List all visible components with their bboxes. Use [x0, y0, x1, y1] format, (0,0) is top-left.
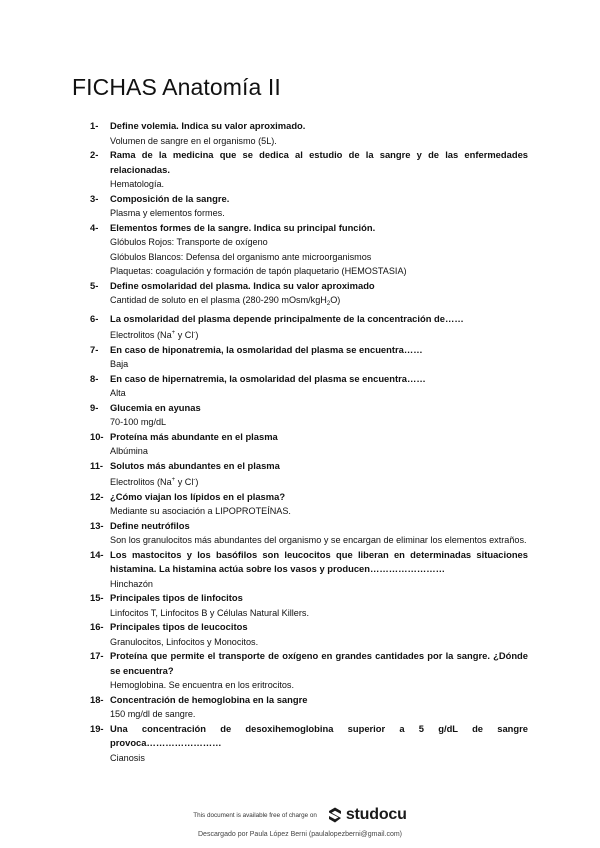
answer-text: Albúmina — [110, 446, 148, 456]
question-number: 11- — [90, 459, 104, 471]
question-text: La osmolaridad del plasma depende principalmente de la concentración de…… — [110, 312, 464, 324]
question-text: Rama de la medicina que se dedica al estudio de la sangre y de las enfermedades relacionadas. — [110, 149, 528, 175]
question-number: 4- — [90, 221, 99, 233]
question-number: 12- — [90, 490, 104, 502]
answer-text: Hemoglobina. Se encuentra en los eritrocitos. — [110, 680, 294, 690]
answer-text: Glóbulos Rojos: Transporte de oxígeno — [110, 237, 268, 247]
question-item — [90, 221, 528, 279]
question-item — [90, 693, 528, 722]
studocu-logo-icon — [327, 806, 343, 824]
question-number: 9- — [90, 401, 99, 413]
question-item — [90, 649, 528, 693]
answer-text: Plaquetas: coagulación y formación de tapón plaquetario (HEMOSTASIA) — [110, 266, 407, 276]
question-text: Una concentración de desoxihemoglobina superior a 5 g/dL de sangre provoca…………………… — [110, 722, 528, 748]
question-item — [90, 722, 528, 766]
question-text: Solutos más abundantes en el plasma — [110, 459, 280, 471]
question-item — [90, 343, 528, 372]
question-item — [90, 192, 528, 221]
question-text: En caso de hiponatremia, la osmolaridad del plasma se encuentra…… — [110, 343, 423, 355]
subscript: 2 — [326, 301, 331, 307]
question-number: 14- — [90, 548, 104, 560]
superscript: - — [193, 330, 196, 336]
question-number: 1- — [90, 120, 99, 131]
question-item — [90, 620, 528, 649]
question-item — [90, 459, 528, 490]
answer-text: Hinchazón — [110, 578, 153, 589]
answer-text: Volumen de sangre en el organismo (5L). — [110, 135, 277, 146]
question-number: 13- — [90, 519, 104, 531]
question-text: Proteína que permite el transporte de oxígeno en grandes cantidades por la sangre. ¿Dónde se encuentra? — [110, 650, 528, 676]
answer-text: Glóbulos Blancos: Defensa del organismo ante microorganismos — [110, 251, 372, 262]
question-number: 16- — [90, 621, 104, 632]
answer-part: Electrolitos (Na — [110, 477, 172, 487]
answer-part: Cantidad de soluto en el plasma (280-290 mOsm/kgH — [110, 295, 327, 305]
question-number: 8- — [90, 372, 99, 384]
question-number: 2- — [90, 149, 99, 160]
question-item — [90, 490, 528, 519]
question-number: 6- — [90, 312, 99, 324]
answer-part: ) — [195, 330, 199, 340]
question-number: 15- — [90, 592, 104, 603]
question-text: Elementos formes de la sangre. Indica su principal función. — [110, 221, 376, 233]
answer-text — [110, 326, 528, 343]
question-number: 7- — [90, 343, 99, 355]
question-text: Principales tipos de leucocitos — [110, 621, 248, 632]
studocu-logo-text: studocu — [345, 806, 407, 823]
question-number: 5- — [90, 279, 99, 291]
answer-text: Son los granulocitos más abundantes del organismo y se encargan de eliminar los elementos extraños. — [110, 535, 527, 545]
superscript: + — [171, 330, 176, 336]
question-item — [90, 119, 528, 148]
answer-text: Cianosis — [110, 752, 145, 763]
question-item — [90, 279, 528, 312]
question-text: Principales tipos de linfocitos — [110, 592, 243, 603]
question-text: Define volemia. Indica su valor aproximado. — [110, 120, 306, 131]
answer-text: Alta — [110, 388, 126, 398]
question-item — [90, 372, 528, 401]
question-text: Concentración de hemoglobina en la sangre — [110, 693, 308, 705]
answer-text: Mediante su asociación a LIPOPROTEÍNAS. — [110, 506, 291, 516]
answer-part: y Cl — [175, 330, 194, 340]
question-item — [90, 548, 528, 592]
superscript: - — [193, 477, 196, 483]
question-text: Define neutrófilos — [110, 519, 190, 531]
page-title: FICHAS Anatomía II — [72, 74, 281, 100]
question-number: 3- — [90, 192, 99, 204]
answer-text: 150 mg/dl de sangre. — [110, 709, 196, 719]
answer-text — [110, 293, 528, 312]
answer-text: Hematología. — [110, 179, 165, 189]
question-text: Composición de la sangre. — [110, 192, 230, 204]
answer-text: Granulocitos, Linfocitos y Monocitos. — [110, 636, 259, 647]
answer-text: Linfocitos T, Linfocitos B y Células Natural Killers. — [110, 607, 309, 618]
question-text: Los mastocitos y los basófilos son leucocitos que liberan en determinadas situaciones histamina. La histamina actúa sobre los vasos y producen…………………… — [110, 548, 528, 574]
question-text: Proteína más abundante en el plasma — [110, 430, 278, 442]
answer-part: Electrolitos (Na — [110, 330, 172, 340]
question-number: 17- — [90, 650, 104, 661]
availability-text: This document is available free of charge on — [193, 811, 317, 819]
answer-text — [110, 473, 528, 490]
answer-text: 70-100 mg/dL — [110, 417, 167, 427]
download-notice: Descargado por Paula López Berni (paulalopezberni@gmail.com) — [198, 831, 402, 838]
question-item — [90, 430, 528, 459]
question-list — [90, 119, 528, 765]
question-number: 19- — [90, 722, 104, 734]
question-item — [90, 148, 528, 192]
answer-text: Plasma y elementos formes. — [110, 208, 225, 218]
answer-part: O) — [330, 295, 341, 305]
footer-availability — [0, 806, 600, 824]
question-number: 10- — [90, 430, 104, 442]
question-text: En caso de hipernatremia, la osmolaridad del plasma se encuentra…… — [110, 372, 426, 384]
answer-part: ) — [195, 477, 199, 487]
question-item — [90, 519, 528, 548]
question-item — [90, 312, 528, 343]
answer-part: y Cl — [175, 477, 194, 487]
question-text: Glucemia en ayunas — [110, 401, 201, 413]
question-number: 18- — [90, 693, 104, 705]
question-item — [90, 401, 528, 430]
question-item — [90, 591, 528, 620]
question-text: ¿Cómo viajan los lípidos en el plasma? — [110, 490, 286, 502]
answer-text: Baja — [110, 359, 129, 369]
superscript: + — [171, 477, 176, 483]
studocu-logo[interactable] — [327, 806, 407, 824]
question-text: Define osmolaridad del plasma. Indica su valor aproximado — [110, 279, 375, 291]
